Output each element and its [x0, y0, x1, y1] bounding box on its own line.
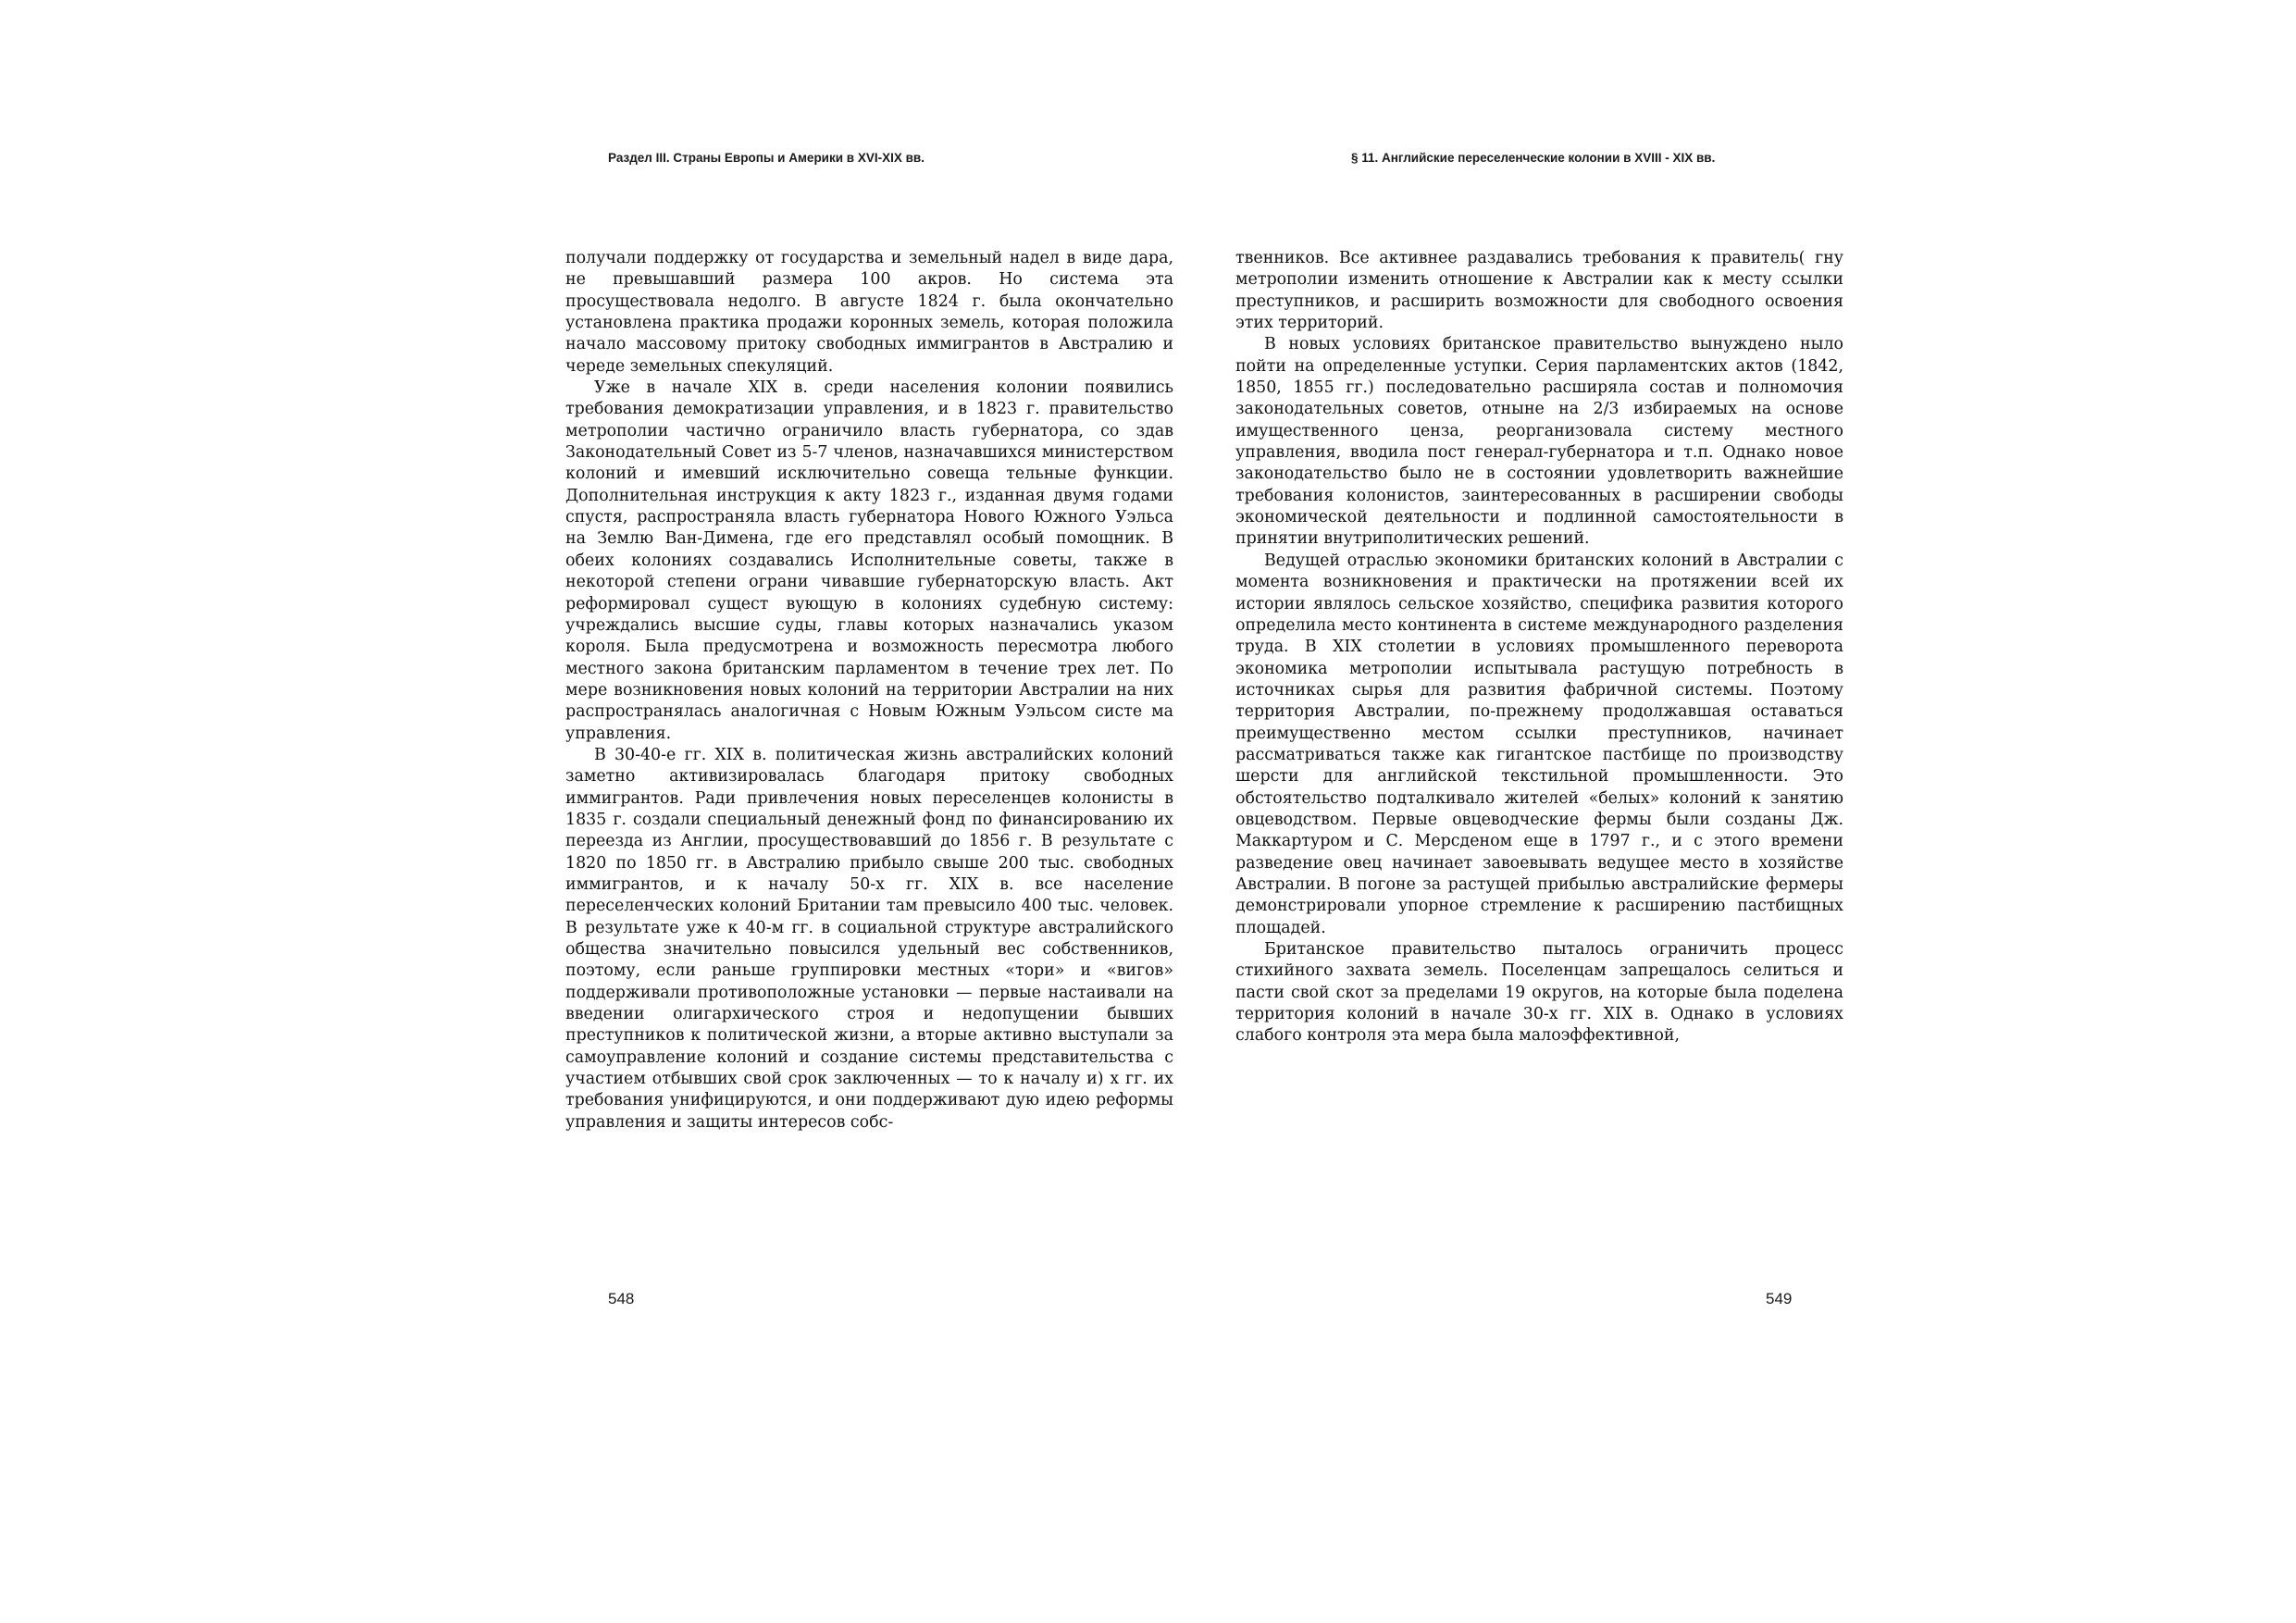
- right-page-body: [1235, 248, 1843, 1047]
- right-page: [1223, 0, 1927, 1623]
- left-page: [555, 0, 1259, 1623]
- running-head-left: Раздел III. Страны Европы и Америки в XVI-XIX вв.: [608, 151, 925, 165]
- paragraph: Британское правительство пыталось ограничить процесс стихийного захвата земель. Поселенцам запрещалось селиться и пасти свой скот за пределами 19 округов, на которые была поделена территория колоний в начале 30-х гг. XIX в. Однако в условиях слабого контроля эта мера была малоэффективной,: [1235, 940, 1843, 1046]
- page-number-left: 548: [608, 1290, 635, 1307]
- left-page-body: [565, 248, 1173, 1134]
- paragraph: В 30-40-е гг. XIX в. политическая жизнь австралийских колоний заметно активизировалась благодаря притоку свободных иммигрантов. Ради привлечения новых переселенцев колонисты в 1835 г. создали специальный денежный фонд по финансированию их переезда из Англии, просуществовавший до 1856 г. В результате с 1820 по 1850 гг. в Австралию прибыло свыше 200 тыс. свободных иммигрантов, и к началу 50-х гг. XIX в. все население переселенческих колоний Британии там превысило 400 тыс. человек. В результате уже к 40-м гг. в социальной структуре австралийского общества значительно повысился удельный вес собственников, поэтому, если раньше группировки местных «тори» и «вигов» поддерживали противоположные установки — первые настаивали на введении олигархического строя и недопущении бывших преступников к политической жизни, а вторые активно выступали за самоуправление колоний и создание системы представительства с участием отбывших свой срок заключенных — то к началу и) х гг. их требования унифицируются, и они поддерживают дую идею реформы управления и защиты интересов собс-: [565, 745, 1173, 1132]
- running-head-right: § 11. Английские переселенческие колонии в XVIII - XIX вв.: [1351, 151, 1716, 165]
- page-number-right: 549: [1766, 1290, 1793, 1307]
- paragraph: получали поддержку от государства и земельный надел в виде дара, не превышавший размера 100 акров. Но система эта просуществовала недолго. В августе 1824 г. была окончательно установлена практика продажи коронных земель, которая положила начало массовому притоку свободных иммигрантов в Австралию и череде земельных спекуляций.: [565, 249, 1173, 376]
- paragraph: В новых условиях британское правительство вынуждено ныло пойти на определенные уступки. Серия парламентских актов (1842, 1850, 1855 гг.) последовательно расширяла состав и полномочия законодательных советов, отныне на 2/3 избираемых на основе имущественного ценза, реорганизовала систему местного управления, вводила пост генерал-губернатора и т.п. Однако новое законодательство было не в состоянии удовлетворить важнейшие требования колонистов, заинтересованных в расширении свободы экономической деятельности и подлинной самостоятельности в принятии внутриполитических решений.: [1235, 335, 1843, 549]
- paragraph: Уже в начале XIX в. среди населения колонии появились требования демократизации управления, и в 1823 г. правительство метрополии частично ограничило власть губернатора, со здав Законодательный Совет из 5-7 членов, назначавшихся министерством колоний и имевший исключительно совеща тельные функции. Дополнительная инструкция к акту 1823 г., изданная двумя годами спустя, распространяла власть губернатора Нового Южного Уэльса на Землю Ван-Димена, где его представлял особый помощник. В обеих колониях создавались Исполнительные советы, также в некоторой степени ограни чивавшие губернаторскую власть. Акт реформировал сущест вующую в колониях судебную систему: учреждались высшие суды, главы которых назначались указом короля. Была предусмотрена и возможность пересмотра любого местного закона британским парламентом в течение трех лет. По мере возникновения новых колоний на территории Австралии на них распространялась аналогичная с Новым Южным Уэльсом систе ма управления.: [565, 378, 1173, 743]
- paragraph: твенников. Все активнее раздавались требования к правитель( гну метрополии изменить отношение к Австралии как к месту ссылки преступников, и расширить возможности для свободного освоения этих территорий.: [1235, 249, 1843, 333]
- paragraph: Ведущей отраслью экономики британских колоний в Австралии с момента возникновения и практически на протяжении всей их истории являлось сельское хозяйство, специфика развития которого определила место континента в системе международного разделения труда. В XIX столетии в условиях промышленного переворота экономика метрополии испытывала растущую потребность в источниках сырья для развития фабричной системы. Поэтому территория Австралии, по-прежнему продолжавшая оставаться преимущественно местом ссылки преступников, начинает рассматриваться также как гигантское пастбище по производству шерсти для английской текстильной промышленности. Это обстоятельство подталкивало жителей «белых» колоний к занятию овцеводством. Первые овцеводческие фермы были созданы Дж. Маккартуром и С. Мерсденом еще в 1797 г., и с этого времени разведение овец начинает завоевывать ведущее место в хозяйстве Австралии. В погоне за растущей прибылью австралийские фермеры демонстрировали упорное стремление к расширению пастбищных площадей.: [1235, 551, 1843, 937]
